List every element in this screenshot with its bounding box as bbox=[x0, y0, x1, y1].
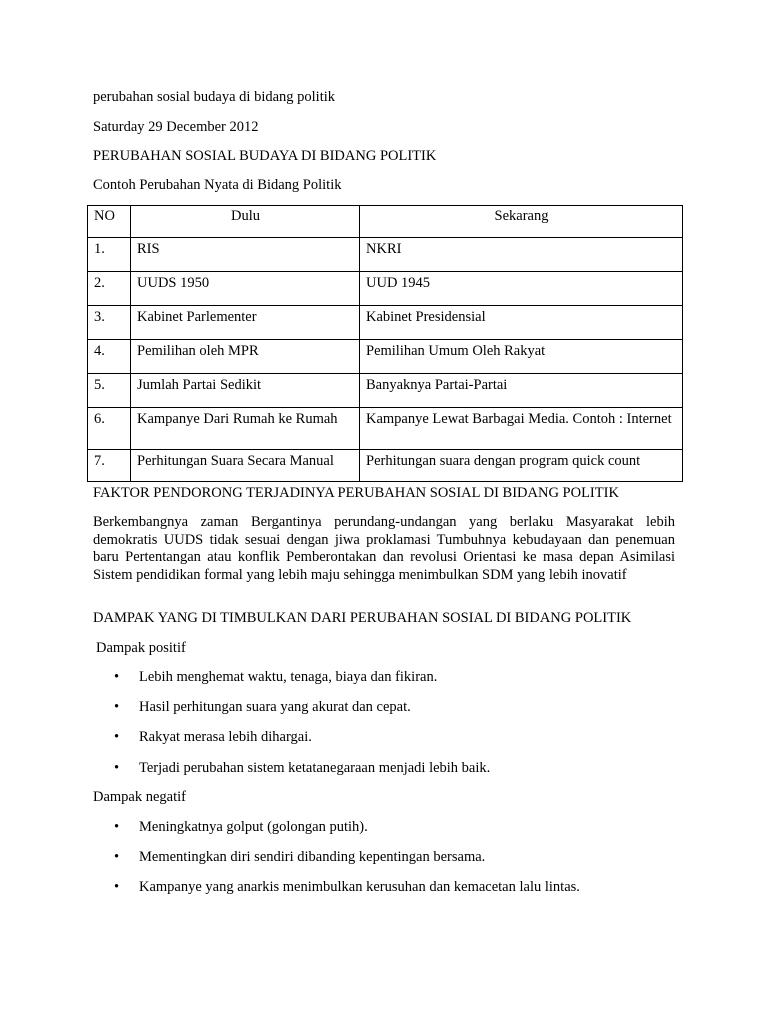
cell-no: 2. bbox=[88, 272, 131, 306]
bullet-icon: • bbox=[114, 760, 120, 776]
cell-no: 5. bbox=[88, 374, 131, 408]
bullet-icon: • bbox=[114, 849, 120, 865]
cell-dulu: RIS bbox=[131, 238, 360, 272]
bullet-icon: • bbox=[114, 879, 120, 895]
list-item bbox=[114, 848, 485, 866]
table-header-row bbox=[88, 206, 683, 238]
cell-dulu: Perhitungan Suara Secara Manual bbox=[131, 450, 360, 482]
header-no: NO bbox=[88, 206, 131, 238]
list-item-text: Rakyat merasa lebih dihargai. bbox=[139, 729, 312, 745]
cell-no: 3. bbox=[88, 306, 131, 340]
bullet-icon: • bbox=[114, 819, 120, 835]
list-item bbox=[114, 698, 411, 716]
list-item-text: Mementingkan diri sendiri dibanding kepentingan bersama. bbox=[139, 849, 486, 865]
cell-sekarang: Pemilihan Umum Oleh Rakyat bbox=[360, 340, 683, 374]
list-item-text: Meningkatnya golput (golongan putih). bbox=[139, 819, 368, 835]
bullet-icon: • bbox=[114, 669, 120, 685]
table-row bbox=[88, 340, 683, 374]
cell-sekarang: Banyaknya Partai-Partai bbox=[360, 374, 683, 408]
list-item-text: Terjadi perubahan sistem ketatanegaraan menjadi lebih baik. bbox=[139, 760, 491, 776]
blog-title: perubahan sosial budaya di bidang politik bbox=[93, 89, 336, 105]
dampak-negatif-label: Dampak negatif bbox=[93, 789, 187, 805]
faktor-paragraph: Berkembangnya zaman Bergantinya perundang-undangan yang berlaku Masyarakat lebih demokratis UUDS tidak sesuai dengan jiwa proklamasi Tumbuhnya kebudayaan dan penemuan baru Pertentangan atau konflik Pemberontakan dan revolusi Orientasi ke masa depan Asimilasi Sistem pendidikan formal yang lebih maju sehingga menimbulkan SDM yang lebih inovatif bbox=[93, 514, 675, 583]
list-item bbox=[114, 759, 490, 777]
comparison-table bbox=[87, 205, 683, 482]
bullet-icon: • bbox=[114, 729, 120, 745]
table-row bbox=[88, 450, 683, 482]
list-item-text: Hasil perhitungan suara yang akurat dan cepat. bbox=[139, 699, 411, 715]
post-date: Saturday 29 December 2012 bbox=[93, 119, 259, 135]
cell-sekarang: UUD 1945 bbox=[360, 272, 683, 306]
header-dulu: Dulu bbox=[131, 206, 360, 238]
cell-no: 1. bbox=[88, 238, 131, 272]
table-row bbox=[88, 238, 683, 272]
faktor-heading: FAKTOR PENDORONG TERJADINYA PERUBAHAN SOSIAL DI BIDANG POLITIK bbox=[93, 485, 619, 501]
cell-sekarang: Kabinet Presidensial bbox=[360, 306, 683, 340]
table-row bbox=[88, 408, 683, 450]
header-sekarang: Sekarang bbox=[360, 206, 683, 238]
list-item bbox=[114, 878, 580, 896]
cell-sekarang: Perhitungan suara dengan program quick count bbox=[360, 450, 683, 482]
list-item-text: Kampanye yang anarkis menimbulkan kerusuhan dan kemacetan lalu lintas. bbox=[139, 879, 580, 895]
cell-dulu: Kabinet Parlementer bbox=[131, 306, 360, 340]
dampak-positif-label: Dampak positif bbox=[96, 640, 186, 656]
cell-dulu: UUDS 1950 bbox=[131, 272, 360, 306]
cell-dulu: Kampanye Dari Rumah ke Rumah bbox=[131, 408, 360, 450]
list-item bbox=[114, 818, 368, 836]
list-item bbox=[114, 728, 312, 746]
table-row bbox=[88, 272, 683, 306]
cell-sekarang: NKRI bbox=[360, 238, 683, 272]
table-caption: Contoh Perubahan Nyata di Bidang Politik bbox=[93, 177, 342, 193]
list-item bbox=[114, 668, 437, 686]
cell-no: 6. bbox=[88, 408, 131, 450]
cell-no: 4. bbox=[88, 340, 131, 374]
cell-no: 7. bbox=[88, 450, 131, 482]
cell-dulu: Pemilihan oleh MPR bbox=[131, 340, 360, 374]
list-item-text: Lebih menghemat waktu, tenaga, biaya dan fikiran. bbox=[139, 669, 438, 685]
table-row bbox=[88, 374, 683, 408]
table-row bbox=[88, 306, 683, 340]
cell-dulu: Jumlah Partai Sedikit bbox=[131, 374, 360, 408]
cell-sekarang: Kampanye Lewat Barbagai Media. Contoh : Internet bbox=[360, 408, 683, 450]
dampak-heading: DAMPAK YANG DI TIMBULKAN DARI PERUBAHAN SOSIAL DI BIDANG POLITIK bbox=[93, 610, 632, 626]
main-heading: PERUBAHAN SOSIAL BUDAYA DI BIDANG POLITIK bbox=[93, 148, 437, 164]
bullet-icon: • bbox=[114, 699, 120, 715]
